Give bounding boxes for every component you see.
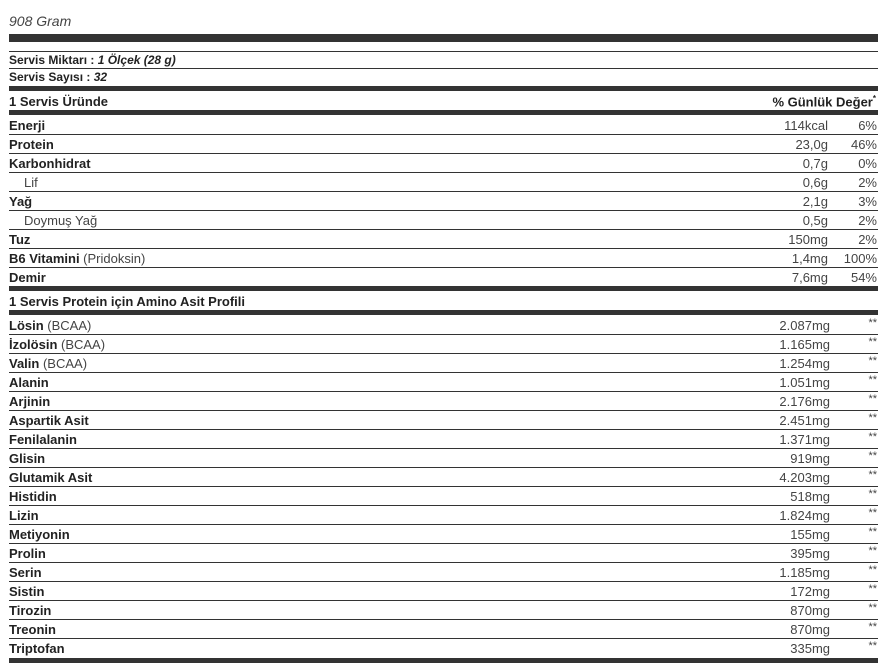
nutrient-amount: 2,1g: [802, 194, 828, 209]
daily-value-na-mark: **: [868, 583, 877, 595]
amino-name: Triptofan: [9, 641, 65, 656]
amino-name: Prolin: [9, 546, 46, 561]
amino-name: Lösin (BCAA): [9, 318, 92, 333]
nutrient-daily-value: 54%: [850, 270, 877, 285]
amino-name: Arjinin: [9, 394, 51, 409]
section-divider: [9, 310, 878, 315]
nutrient-amount: 0,5g: [802, 213, 828, 228]
nutrient-amount: 0,7g: [802, 156, 828, 171]
divider: [9, 68, 878, 69]
amino-name: Sistin: [9, 584, 45, 599]
nutrient-daily-value: 6%: [858, 118, 877, 133]
daily-value-footnote-mark: *: [872, 94, 876, 103]
amino-amount: 518mg: [790, 489, 830, 504]
daily-value-na-mark: **: [868, 450, 877, 462]
amino-name: Tirozin: [9, 603, 52, 618]
amino-amount: 335mg: [790, 641, 830, 656]
amino-row: [9, 411, 878, 429]
daily-value-na-mark: **: [868, 602, 877, 614]
nutrient-daily-value: 2%: [858, 232, 877, 247]
amino-amount: 870mg: [790, 603, 830, 618]
package-weight-title: 908 Gram: [9, 13, 72, 29]
nutrient-row: [9, 230, 878, 248]
amino-header-label: 1 Servis Protein için Amino Asit Profili: [9, 294, 245, 309]
amino-amount: 395mg: [790, 546, 830, 561]
nutrient-name: B6 Vitamini (Pridoksin): [9, 251, 146, 266]
amino-amount: 172mg: [790, 584, 830, 599]
amino-name: Treonin: [9, 622, 56, 637]
nutrient-amount: 150mg: [788, 232, 828, 247]
amino-amount: 2.176mg: [779, 394, 830, 409]
nutrient-row: [9, 116, 878, 134]
amino-name: Metiyonin: [9, 527, 70, 542]
amino-row: [9, 639, 878, 657]
nutrient-row: [9, 249, 878, 267]
daily-value-na-mark: **: [868, 431, 877, 443]
amino-amount: 155mg: [790, 527, 830, 542]
amino-name: İzolösin (BCAA): [9, 337, 106, 352]
nutrient-row: [9, 173, 878, 191]
amino-name: Alanin: [9, 375, 49, 390]
divider: [9, 51, 878, 52]
servings-value: 32: [93, 70, 108, 84]
nutrient-row: [9, 192, 878, 210]
daily-value-na-mark: **: [868, 564, 877, 576]
amino-row: [9, 563, 878, 581]
amino-amount: 1.254mg: [779, 356, 830, 371]
daily-value-na-mark: **: [868, 526, 877, 538]
daily-value-na-mark: **: [868, 469, 877, 481]
amino-amount: 919mg: [790, 451, 830, 466]
section-divider: [9, 86, 878, 91]
amino-amount: 2.087mg: [779, 318, 830, 333]
nutrient-name: Tuz: [9, 232, 31, 247]
amino-name: Valin (BCAA): [9, 356, 88, 371]
nutrient-daily-value: 0%: [858, 156, 877, 171]
nutrient-name: Enerji: [9, 118, 46, 133]
nutrient-name: Lif: [24, 175, 38, 190]
nutrient-daily-value: 2%: [858, 175, 877, 190]
bottom-thick-divider: [9, 658, 878, 663]
amino-row: [9, 468, 878, 486]
serving-size-line: Servis Miktarı : 1 Ölçek (28 g): [9, 53, 176, 67]
amino-amount: 2.451mg: [779, 413, 830, 428]
nutrient-amount: 1,4mg: [791, 251, 828, 266]
nutrition-header-row: [9, 94, 878, 109]
amino-name: Glisin: [9, 451, 46, 466]
daily-value-header: % Günlük Değer*: [772, 94, 876, 110]
daily-value-na-mark: **: [868, 412, 877, 424]
nutrient-name: Protein: [9, 137, 54, 152]
daily-value-na-mark: **: [868, 621, 877, 633]
nutrient-name: Yağ: [9, 194, 33, 209]
amino-row: [9, 335, 878, 353]
nutrient-daily-value: 46%: [850, 137, 877, 152]
amino-amount: 4.203mg: [779, 470, 830, 485]
amino-row: [9, 544, 878, 562]
amino-amount: 1.165mg: [779, 337, 830, 352]
amino-row: [9, 525, 878, 543]
servings-line: Servis Sayısı : 32: [9, 70, 108, 84]
section-divider: [9, 286, 878, 291]
nutrient-row: [9, 135, 878, 153]
section-divider: [9, 110, 878, 115]
amino-amount: 1.185mg: [779, 565, 830, 580]
amino-name: Fenilalanin: [9, 432, 77, 447]
amino-name: Lizin: [9, 508, 39, 523]
nutrient-amount: 114kcal: [784, 118, 828, 133]
serving-size-value: 1 Ölçek (28 g): [97, 53, 176, 67]
nutrient-amount: 7,6mg: [791, 270, 828, 285]
amino-row: [9, 601, 878, 619]
nutrient-row: [9, 268, 878, 286]
amino-row: [9, 316, 878, 334]
amino-row: [9, 620, 878, 638]
amino-row: [9, 506, 878, 524]
daily-value-na-mark: **: [868, 545, 877, 557]
nutrient-row: [9, 211, 878, 229]
top-thick-divider: [9, 34, 878, 42]
daily-value-na-mark: **: [868, 488, 877, 500]
daily-value-na-mark: **: [868, 507, 877, 519]
nutrient-amount: 23,0g: [795, 137, 828, 152]
amino-amount: 1.824mg: [779, 508, 830, 523]
nutrition-header-label: 1 Servis Üründe: [9, 94, 108, 109]
amino-name: Glutamik Asit: [9, 470, 93, 485]
nutrient-daily-value: 2%: [858, 213, 877, 228]
nutrient-row: [9, 154, 878, 172]
amino-header-row: [9, 294, 878, 309]
amino-name: Aspartik Asit: [9, 413, 89, 428]
daily-value-na-mark: **: [868, 640, 877, 652]
nutrient-daily-value: 100%: [843, 251, 877, 266]
amino-name: Serin: [9, 565, 42, 580]
amino-amount: 870mg: [790, 622, 830, 637]
nutrient-daily-value: 3%: [858, 194, 877, 209]
amino-name: Histidin: [9, 489, 57, 504]
amino-row: [9, 430, 878, 448]
amino-row: [9, 392, 878, 410]
amino-row: [9, 373, 878, 391]
amino-row: [9, 449, 878, 467]
amino-row: [9, 487, 878, 505]
amino-row: [9, 354, 878, 372]
daily-value-na-mark: **: [868, 355, 877, 367]
nutrient-name: Demir: [9, 270, 46, 285]
nutrient-name: Doymuş Yağ: [24, 213, 98, 228]
amino-amount: 1.051mg: [779, 375, 830, 390]
daily-value-na-mark: **: [868, 393, 877, 405]
amino-row: [9, 582, 878, 600]
daily-value-na-mark: **: [868, 336, 877, 348]
nutrient-amount: 0,6g: [802, 175, 828, 190]
nutrient-name: Karbonhidrat: [9, 156, 91, 171]
daily-value-na-mark: **: [868, 374, 877, 386]
amino-amount: 1.371mg: [779, 432, 830, 447]
daily-value-na-mark: **: [868, 317, 877, 329]
